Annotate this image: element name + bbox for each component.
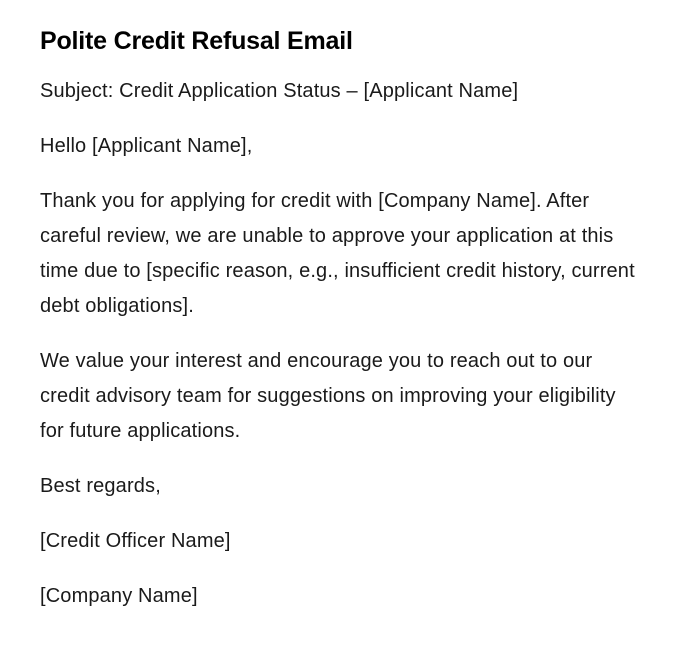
signature-company: [Company Name] — [40, 585, 198, 607]
email-body-paragraph-1: Thank you for applying for credit with [Company Name]. After careful review, we are unable to approve your application at this time due to [specific reason, e.g., insufficient credit history, current debt obligations]. — [40, 190, 635, 317]
email-closing: Best regards, — [40, 475, 161, 497]
signature-name: [Credit Officer Name] — [40, 530, 231, 552]
email-subject-line: Subject: Credit Application Status – [Applicant Name] — [40, 80, 519, 102]
email-greeting: Hello [Applicant Name], — [40, 135, 253, 157]
page-title: Polite Credit Refusal Email — [40, 27, 353, 55]
email-body-paragraph-2: We value your interest and encourage you to reach out to our credit advisory team for suggestions on improving your eligibility for future applications. — [40, 350, 616, 442]
email-template-document — [40, 24, 640, 634]
